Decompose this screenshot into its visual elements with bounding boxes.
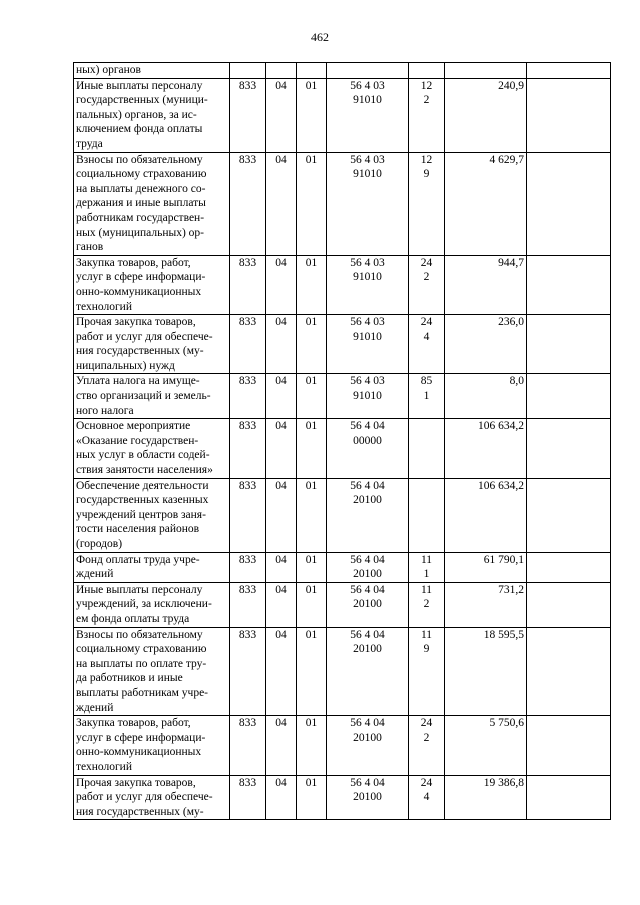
item-name: Прочая закупка товаров, работ и услуг для обеспече- ния государственных (му-	[74, 775, 230, 820]
table-row	[74, 63, 611, 79]
expense-type-code: 11 9	[409, 627, 445, 716]
amount	[445, 63, 527, 79]
amount: 240,9	[445, 78, 527, 152]
section-code: 04	[266, 582, 297, 627]
item-name: ных) органов	[74, 63, 230, 79]
subsection-code: 01	[297, 775, 327, 820]
expense-type-code: 12 2	[409, 78, 445, 152]
extra-cell	[527, 255, 611, 314]
ministry-code: 833	[230, 419, 266, 478]
table-row	[74, 582, 611, 627]
subsection-code: 01	[297, 152, 327, 255]
expense-type-code	[409, 63, 445, 79]
subsection-code: 01	[297, 419, 327, 478]
section-code: 04	[266, 627, 297, 716]
item-name: Иные выплаты персоналу государственных (муници- пальных) органов, за ис- ключением фонда оплаты труда	[74, 78, 230, 152]
target-article-code: 56 4 04 20100	[327, 582, 409, 627]
table-row	[74, 716, 611, 775]
ministry-code: 833	[230, 315, 266, 374]
ministry-code: 833	[230, 478, 266, 552]
target-article-code: 56 4 03 91010	[327, 315, 409, 374]
expense-type-code: 24 2	[409, 716, 445, 775]
extra-cell	[527, 478, 611, 552]
amount: 8,0	[445, 374, 527, 419]
target-article-code	[327, 63, 409, 79]
extra-cell	[527, 419, 611, 478]
item-name: Взносы по обязательному социальному страхованию на выплаты денежного со- держания и иные выплаты работникам государствен- ных (муниципальных) ор- ганов	[74, 152, 230, 255]
extra-cell	[527, 582, 611, 627]
subsection-code: 01	[297, 255, 327, 314]
ministry-code: 833	[230, 152, 266, 255]
table-row	[74, 315, 611, 374]
expense-type-code: 11 1	[409, 552, 445, 582]
item-name: Фонд оплаты труда учре- ждений	[74, 552, 230, 582]
ministry-code: 833	[230, 78, 266, 152]
item-name: Уплата налога на имуще- ство организаций и земель- ного налога	[74, 374, 230, 419]
target-article-code: 56 4 04 20100	[327, 552, 409, 582]
extra-cell	[527, 315, 611, 374]
budget-table	[73, 62, 611, 820]
ministry-code: 833	[230, 255, 266, 314]
expense-type-code: 24 2	[409, 255, 445, 314]
ministry-code: 833	[230, 775, 266, 820]
table-row	[74, 478, 611, 552]
amount: 106 634,2	[445, 419, 527, 478]
amount: 18 595,5	[445, 627, 527, 716]
expense-type-code: 85 1	[409, 374, 445, 419]
table-row	[74, 775, 611, 820]
target-article-code: 56 4 04 20100	[327, 775, 409, 820]
ministry-code: 833	[230, 716, 266, 775]
target-article-code: 56 4 04 00000	[327, 419, 409, 478]
target-article-code: 56 4 03 91010	[327, 152, 409, 255]
extra-cell	[527, 627, 611, 716]
ministry-code: 833	[230, 627, 266, 716]
ministry-code	[230, 63, 266, 79]
amount: 236,0	[445, 315, 527, 374]
ministry-code: 833	[230, 374, 266, 419]
section-code: 04	[266, 716, 297, 775]
section-code: 04	[266, 78, 297, 152]
expense-type-code: 11 2	[409, 582, 445, 627]
item-name: Прочая закупка товаров, работ и услуг для обеспече- ния государственных (му- ниципальных) нужд	[74, 315, 230, 374]
item-name: Основное мероприятие «Оказание государствен- ных услуг в области содей- ствия занятости населения»	[74, 419, 230, 478]
table-row	[74, 78, 611, 152]
target-article-code: 56 4 03 91010	[327, 374, 409, 419]
amount: 4 629,7	[445, 152, 527, 255]
expense-type-code: 24 4	[409, 315, 445, 374]
extra-cell	[527, 63, 611, 79]
target-article-code: 56 4 04 20100	[327, 478, 409, 552]
amount: 106 634,2	[445, 478, 527, 552]
table-row	[74, 552, 611, 582]
subsection-code: 01	[297, 315, 327, 374]
extra-cell	[527, 775, 611, 820]
extra-cell	[527, 716, 611, 775]
section-code	[266, 63, 297, 79]
expense-type-code: 12 9	[409, 152, 445, 255]
amount: 61 790,1	[445, 552, 527, 582]
extra-cell	[527, 78, 611, 152]
expense-type-code: 24 4	[409, 775, 445, 820]
subsection-code	[297, 63, 327, 79]
item-name: Взносы по обязательному социальному страхованию на выплаты по оплате тру- да работников и иные выплаты работникам учре- ждений	[74, 627, 230, 716]
target-article-code: 56 4 04 20100	[327, 716, 409, 775]
item-name: Обеспечение деятельности государственных казенных учреждений центров заня- тости населения районов (городов)	[74, 478, 230, 552]
table-row	[74, 152, 611, 255]
section-code: 04	[266, 152, 297, 255]
page-number: 462	[311, 30, 329, 44]
subsection-code: 01	[297, 374, 327, 419]
section-code: 04	[266, 775, 297, 820]
item-name: Закупка товаров, работ, услуг в сфере информаци- онно-коммуникационных технологий	[74, 716, 230, 775]
section-code: 04	[266, 315, 297, 374]
amount: 19 386,8	[445, 775, 527, 820]
expense-type-code	[409, 478, 445, 552]
subsection-code: 01	[297, 582, 327, 627]
table-row	[74, 255, 611, 314]
ministry-code: 833	[230, 582, 266, 627]
target-article-code: 56 4 03 91010	[327, 78, 409, 152]
table-row	[74, 627, 611, 716]
amount: 5 750,6	[445, 716, 527, 775]
section-code: 04	[266, 374, 297, 419]
subsection-code: 01	[297, 78, 327, 152]
table-row	[74, 419, 611, 478]
subsection-code: 01	[297, 478, 327, 552]
amount: 944,7	[445, 255, 527, 314]
section-code: 04	[266, 255, 297, 314]
item-name: Иные выплаты персоналу учреждений, за исключени- ем фонда оплаты труда	[74, 582, 230, 627]
expense-type-code	[409, 419, 445, 478]
extra-cell	[527, 152, 611, 255]
table-row	[74, 374, 611, 419]
amount: 731,2	[445, 582, 527, 627]
ministry-code: 833	[230, 552, 266, 582]
section-code: 04	[266, 419, 297, 478]
subsection-code: 01	[297, 552, 327, 582]
section-code: 04	[266, 478, 297, 552]
target-article-code: 56 4 04 20100	[327, 627, 409, 716]
target-article-code: 56 4 03 91010	[327, 255, 409, 314]
subsection-code: 01	[297, 627, 327, 716]
extra-cell	[527, 374, 611, 419]
section-code: 04	[266, 552, 297, 582]
subsection-code: 01	[297, 716, 327, 775]
item-name: Закупка товаров, работ, услуг в сфере информаци- онно-коммуникационных технологий	[74, 255, 230, 314]
extra-cell	[527, 552, 611, 582]
